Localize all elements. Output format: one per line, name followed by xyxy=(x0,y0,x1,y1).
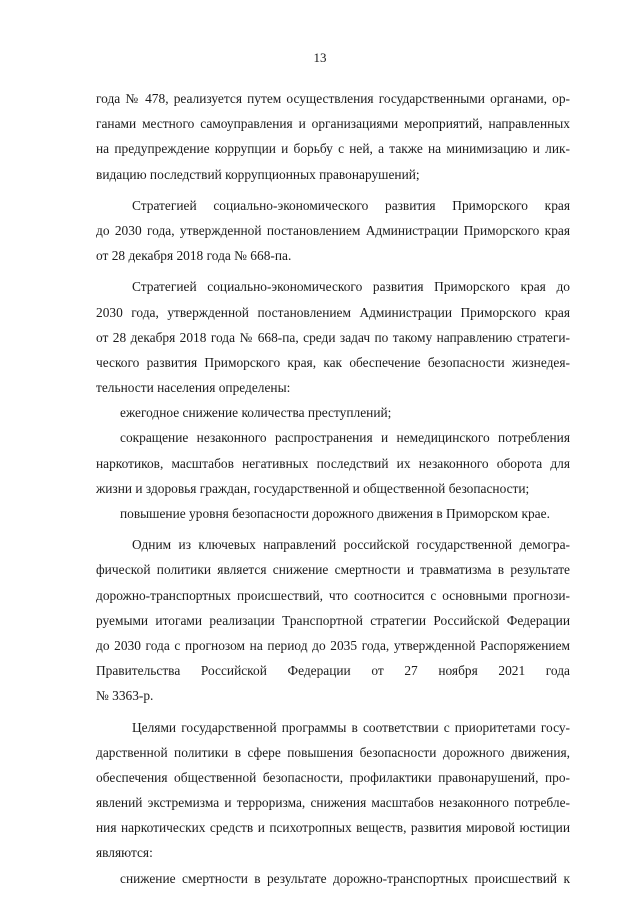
text-line: Стратегией социально-экономического развития Приморского края xyxy=(132,197,570,213)
text-line: ния наркотических средств и психотропных веществ, развития мировой юстиции xyxy=(96,820,570,836)
text-line: ежегодное снижение количества преступлений; xyxy=(120,405,392,421)
text-line: жизни и здоровья граждан, государственной и общественной безопасности; xyxy=(96,480,530,496)
body-text xyxy=(96,86,570,891)
list-item xyxy=(96,501,570,526)
text-line: Целями государственной программы в соответствии с приоритетами госу- xyxy=(132,719,570,735)
text-line: Стратегией социально-экономического развития Приморского края до xyxy=(132,279,570,295)
list-item xyxy=(96,400,570,425)
page-number: 13 xyxy=(313,50,327,65)
text-line: снижение смертности в результате дорожно-транспортных происшествий к xyxy=(120,870,570,886)
text-line: фической политики является снижение смертности и травматизма в результате xyxy=(96,562,570,578)
text-line: дарственной политики в сфере повышения безопасности дорожного движения, xyxy=(96,744,570,760)
text-line: явлений экстремизма и терроризма, снижения масштабов незаконного потребле- xyxy=(96,795,570,811)
text-line: ганами местного самоуправления и организациями мероприятий, направленных xyxy=(96,116,570,132)
text-line: на предупреждение коррупции и борьбу с ней, а также на минимизацию и лик- xyxy=(96,141,570,157)
text-line: ческого развития Приморского края, как обеспечение безопасности жизнедея- xyxy=(96,354,570,370)
paragraph xyxy=(96,715,570,866)
text-line: руемыми итогами реализации Транспортной стратегии Российской Федерации xyxy=(96,612,570,628)
paragraph xyxy=(96,274,570,400)
text-line: до 2030 года, утвержденной постановлением Администрации Приморского края xyxy=(96,222,570,238)
paragraph xyxy=(96,532,570,708)
text-line: от 28 декабря 2018 года № 668-па. xyxy=(96,248,292,264)
text-line: наркотиков, масштабов негативных последствий их незаконного оборота для xyxy=(96,455,570,471)
text-line: № 3363-р. xyxy=(96,688,154,704)
text-line: от 28 декабря 2018 года № 668-па, среди задач по такому направлению стратеги- xyxy=(96,329,570,345)
text-line: Правительства Российской Федерации от 27 ноября 2021 года xyxy=(96,663,570,679)
list-item xyxy=(96,866,570,891)
list-item xyxy=(96,425,570,501)
text-line: до 2030 года с прогнозом на период до 2035 года, утвержденной Распоряжением xyxy=(96,637,570,653)
text-line: 2030 года, утвержденной постановлением Администрации Приморского края xyxy=(96,304,570,320)
text-line: видацию последствий коррупционных правонарушений; xyxy=(96,166,420,182)
text-line: года № 478, реализуется путем осуществления государственными органами, ор- xyxy=(96,91,570,106)
text-line: тельности населения определены: xyxy=(96,380,291,396)
text-line: дорожно-транспортных происшествий, что соотносится с основными прогнози- xyxy=(96,587,570,603)
paragraph xyxy=(96,193,570,269)
paragraph xyxy=(96,86,570,187)
text-line: обеспечения общественной безопасности, профилактики правонарушений, про- xyxy=(96,769,570,785)
text-line: повышение уровня безопасности дорожного движения в Приморском крае. xyxy=(120,506,550,521)
text-line: сокращение незаконного распространения и немедицинского потребления xyxy=(120,430,570,446)
text-line: являются: xyxy=(96,845,153,861)
text-line: Одним из ключевых направлений российской государственной демогра- xyxy=(132,537,570,553)
